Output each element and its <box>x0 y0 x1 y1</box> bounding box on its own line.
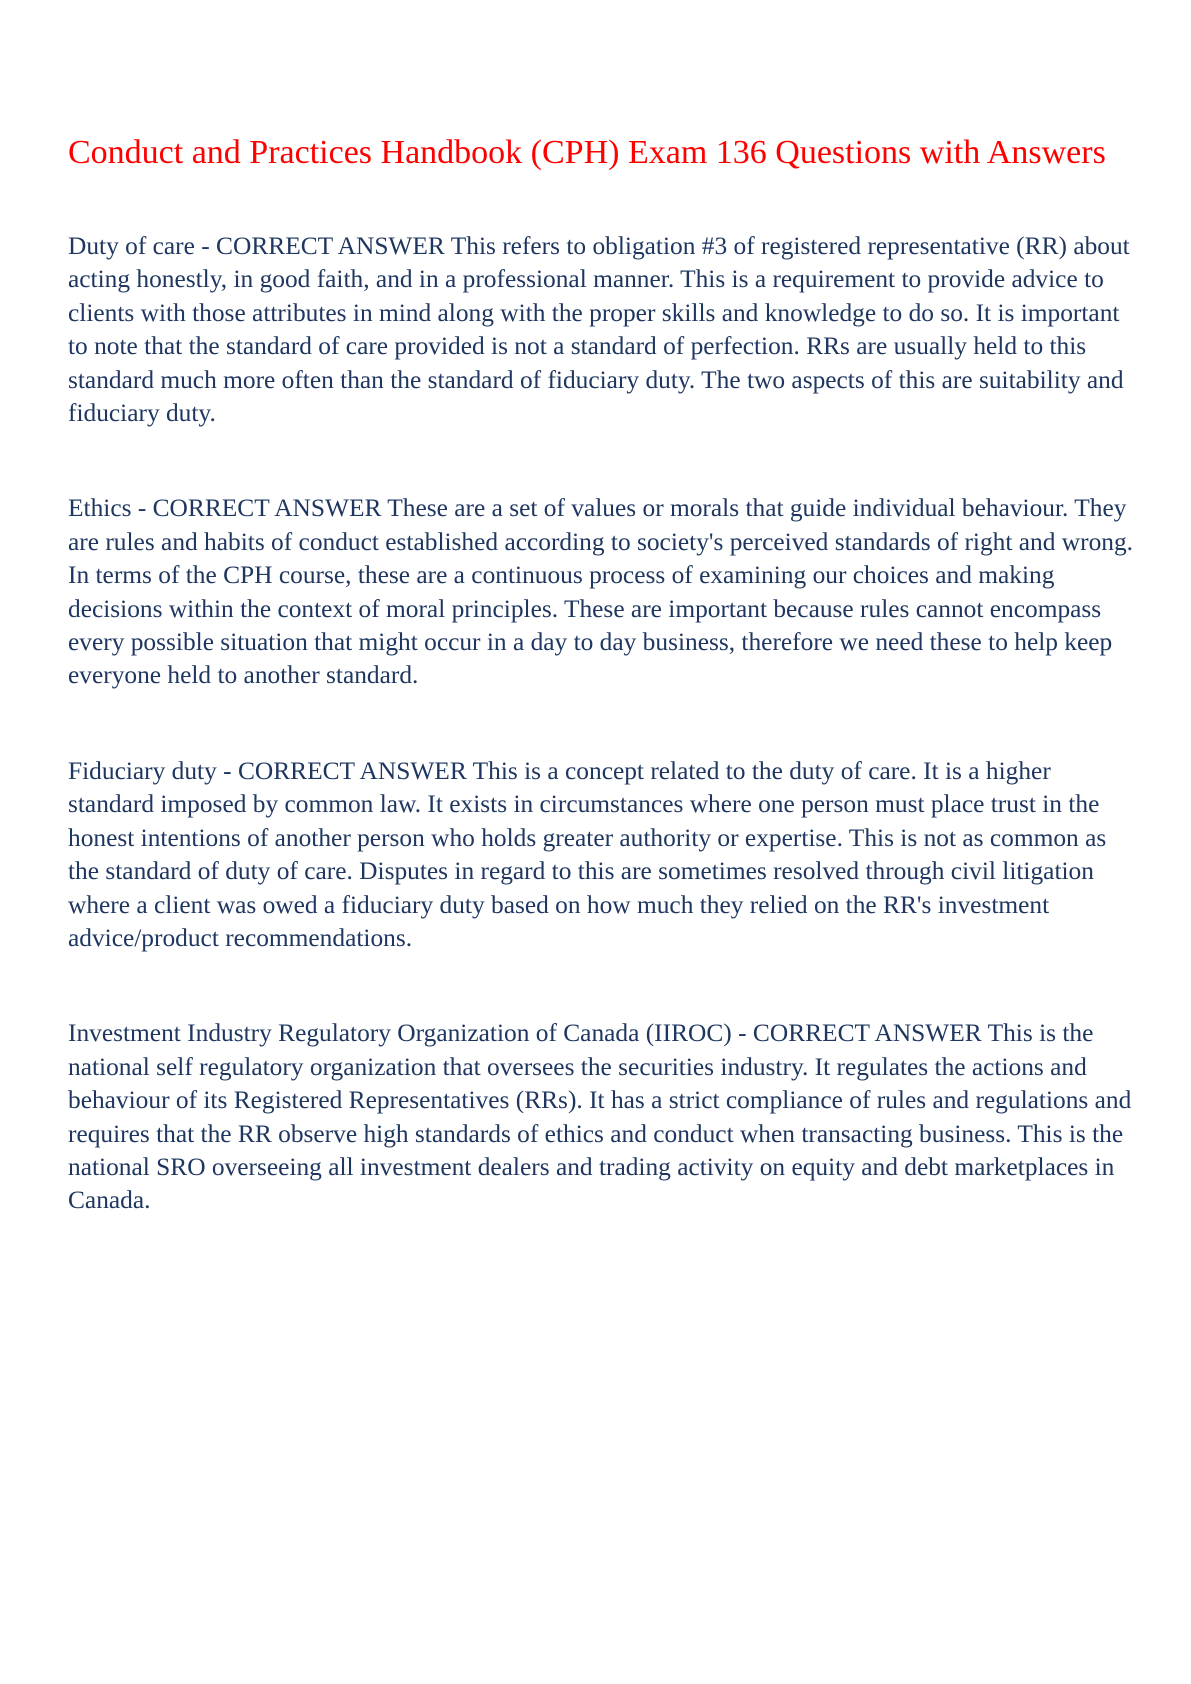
qa-term: Fiduciary duty <box>68 756 217 785</box>
qa-entry-ethics <box>68 492 1133 692</box>
qa-term: Investment Industry Regulatory Organization of Canada (IIROC) <box>68 1019 732 1048</box>
qa-answer: This is the national self regulatory organization that oversees the securities industry. It regulates the actions and behaviour of its Registered Representatives (RRs). It has a strict compliance of rules and regulations and requires that the RR observe high standards of ethics and conduct when transacting business. This is the national SRO overseeing all investment dealers and trading activity on equity and debt marketplaces in Canada. <box>68 1019 1132 1215</box>
qa-entry-duty-of-care <box>68 230 1133 430</box>
qa-separator: - CORRECT ANSWER <box>194 232 451 260</box>
qa-separator: - CORRECT ANSWER <box>216 756 473 785</box>
document-title: Conduct and Practices Handbook (CPH) Exam 136 Questions with Answers <box>68 134 1106 171</box>
qa-answer: This is a concept related to the duty of care. It is a higher standard imposed by common law. It exists in circumstances where one person must place trust in the honest intentions of another person who holds greater authority or expertise. This is not as common as the standard of duty of care. Disputes in regard to this are sometimes resolved through civil litigation where a client was owed a fiduciary duty based on how much they relied on the RR's investment advice/product recommendations. <box>68 756 1107 952</box>
qa-term: Duty of care <box>68 232 195 260</box>
qa-term: Ethics <box>68 494 132 523</box>
qa-entry-iiroc <box>68 1017 1133 1217</box>
qa-answer: This refers to obligation #3 of registered representative (RR) about acting honestly, in good faith, and in a professional manner. This is a requirement to provide advice to clients with those attributes in mind along with the proper skills and knowledge to do so. It is important to note that the standard of care provided is not a standard of perfection. RRs are usually held to this standard much more often than the standard of fiduciary duty. The two aspects of this are suitability and fiduciary duty. <box>68 232 1130 428</box>
qa-answer: These are a set of values or morals that guide individual behaviour. They are rules and habits of conduct established according to society's perceived standards of right and wrong. In terms of the CPH course, these are a continuous process of examining our choices and making decisions within the context of moral principles. These are important because rules cannot encompass every possible situation that might occur in a day to day business, therefore we need these to help keep everyone held to another standard. <box>68 494 1134 690</box>
qa-separator: - CORRECT ANSWER <box>731 1019 988 1048</box>
qa-separator: - CORRECT ANSWER <box>131 494 388 523</box>
qa-entry-fiduciary-duty <box>68 755 1133 955</box>
